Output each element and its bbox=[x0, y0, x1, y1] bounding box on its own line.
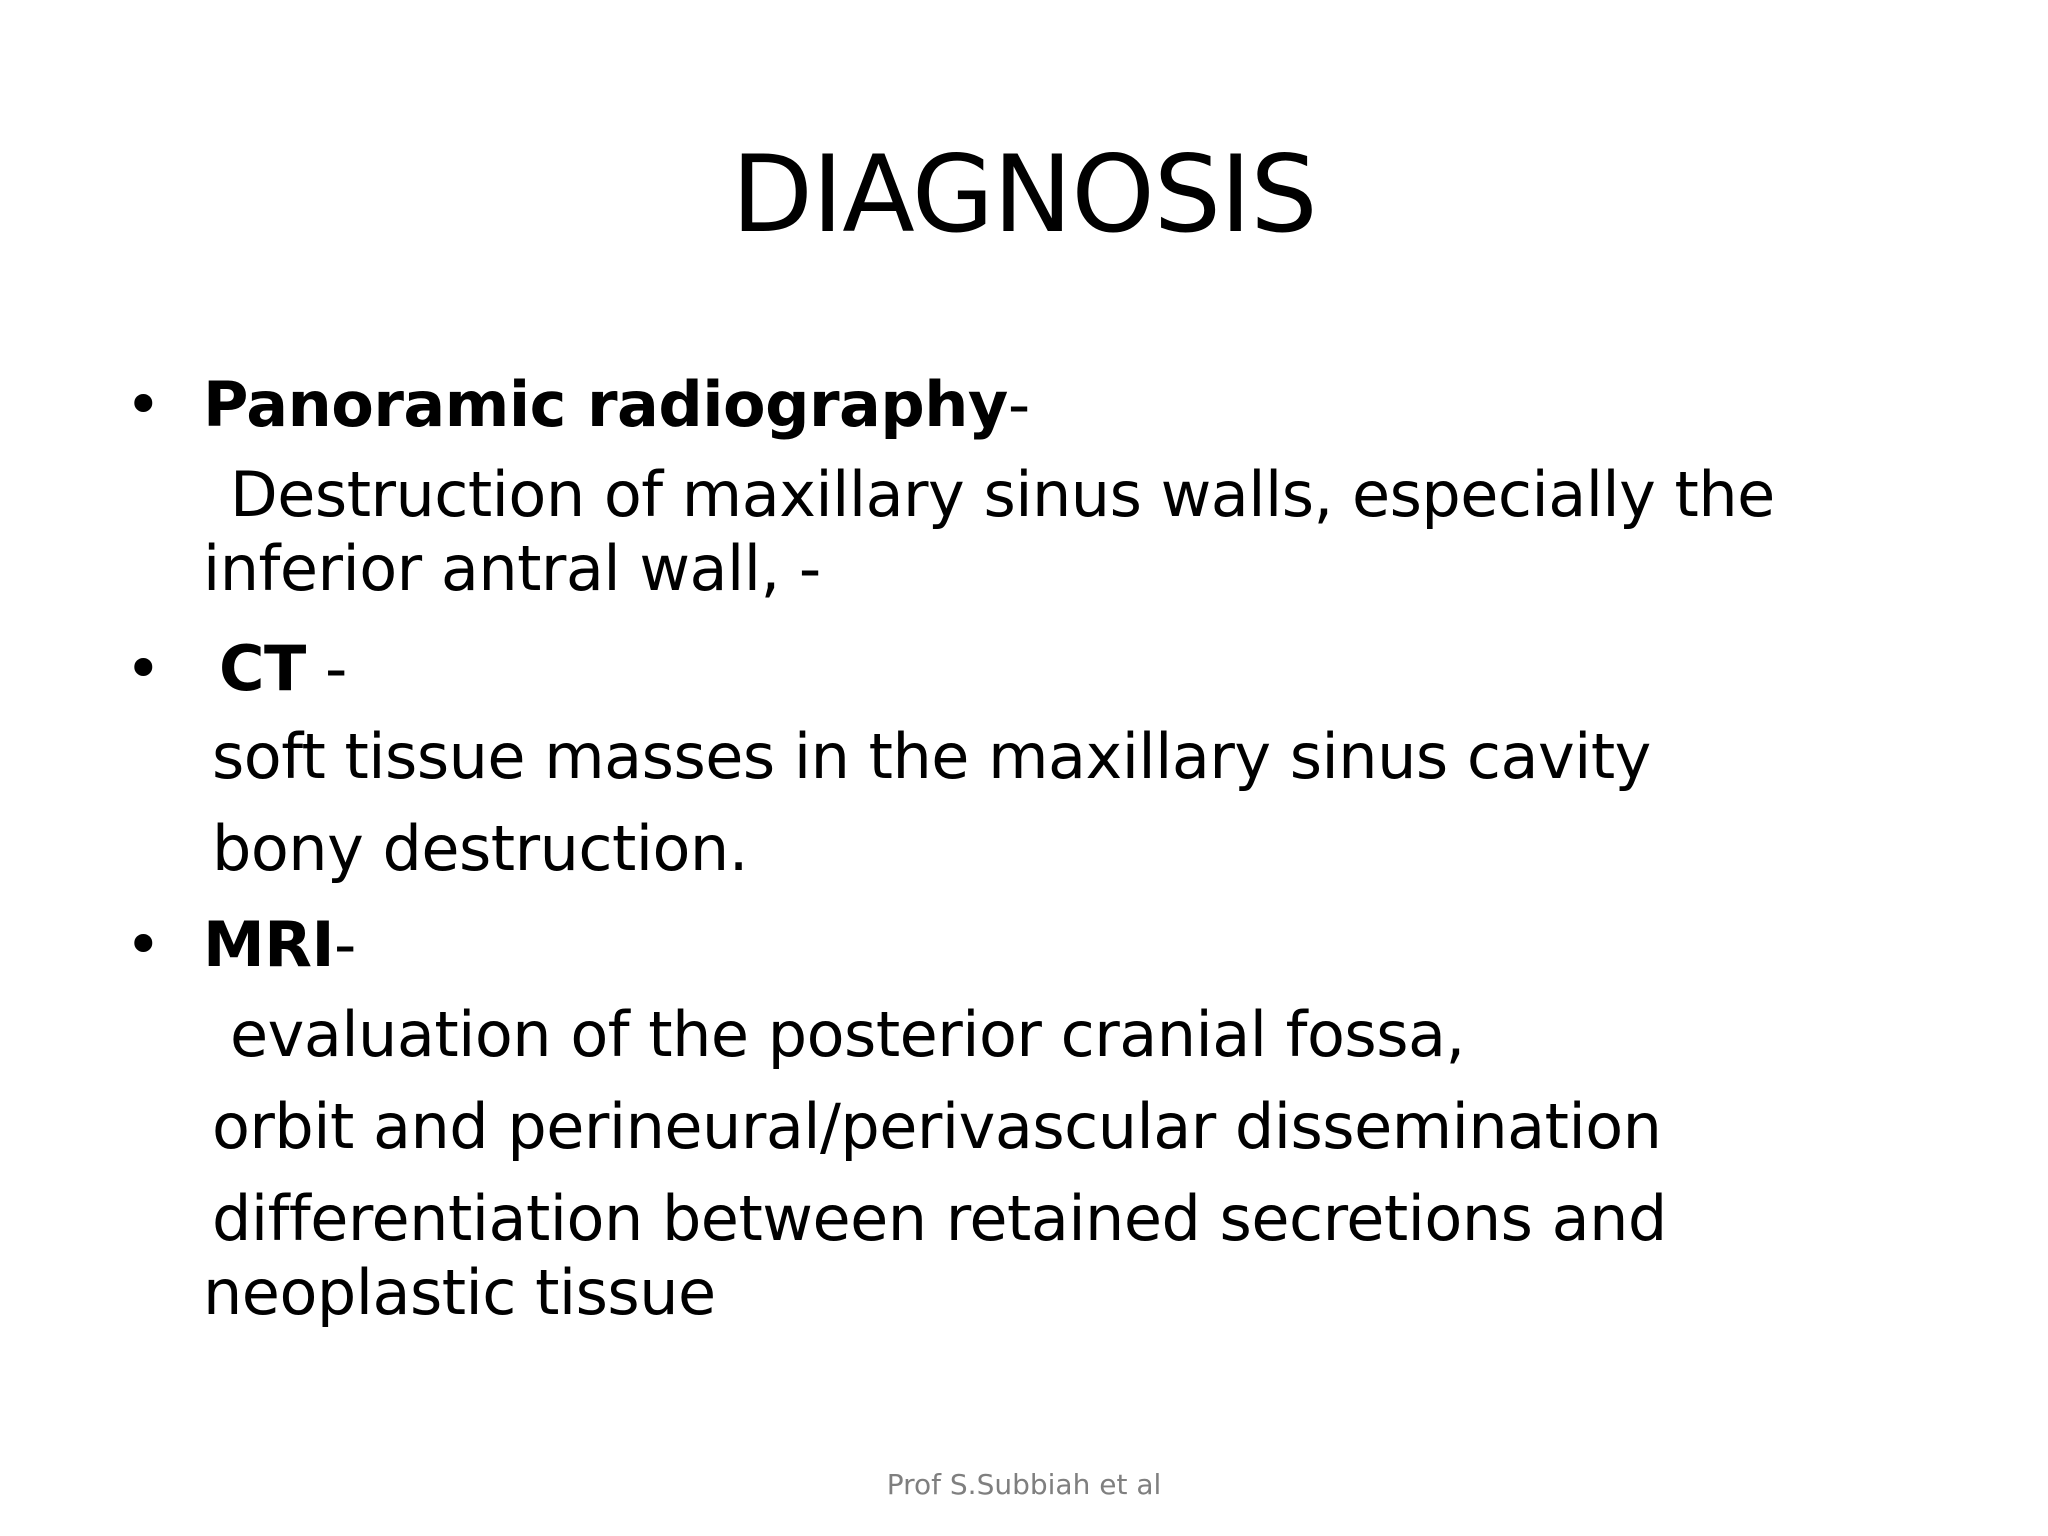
slide-title: DIAGNOSIS bbox=[731, 133, 1317, 256]
bullet-heading-line bbox=[203, 368, 1030, 442]
bullet-marker: • bbox=[125, 908, 162, 981]
bullet-text-line: orbit and perineural/perivascular dissemination bbox=[212, 1090, 1662, 1163]
bullet-text-line: evaluation of the posterior cranial fossa, bbox=[230, 998, 1465, 1071]
bullet-separator: - bbox=[1007, 368, 1030, 441]
bullet-heading: MRI bbox=[203, 908, 335, 981]
bullet-text-line: soft tissue masses in the maxillary sinus cavity bbox=[212, 720, 1651, 793]
bullet-marker: • bbox=[125, 632, 162, 705]
bullet-heading-line bbox=[203, 908, 356, 982]
slide-footer: Prof S.Subbiah et al bbox=[886, 1468, 1162, 1501]
bullet-text-line: neoplastic tissue bbox=[203, 1256, 716, 1329]
bullet-heading: Panoramic radiography bbox=[203, 368, 1008, 441]
bullet-heading: CT bbox=[219, 632, 306, 705]
bullet-text-line: Destruction of maxillary sinus walls, especially the bbox=[230, 458, 1775, 531]
bullet-text-line: bony destruction. bbox=[212, 812, 748, 885]
bullet-text-line: differentiation between retained secretions and bbox=[212, 1182, 1667, 1255]
bullet-separator: - bbox=[334, 908, 356, 981]
bullet-separator: - bbox=[305, 632, 347, 705]
bullet-marker: • bbox=[125, 368, 162, 441]
bullet-text-line: inferior antral wall, - bbox=[203, 532, 821, 605]
bullet-heading-line bbox=[219, 632, 347, 706]
